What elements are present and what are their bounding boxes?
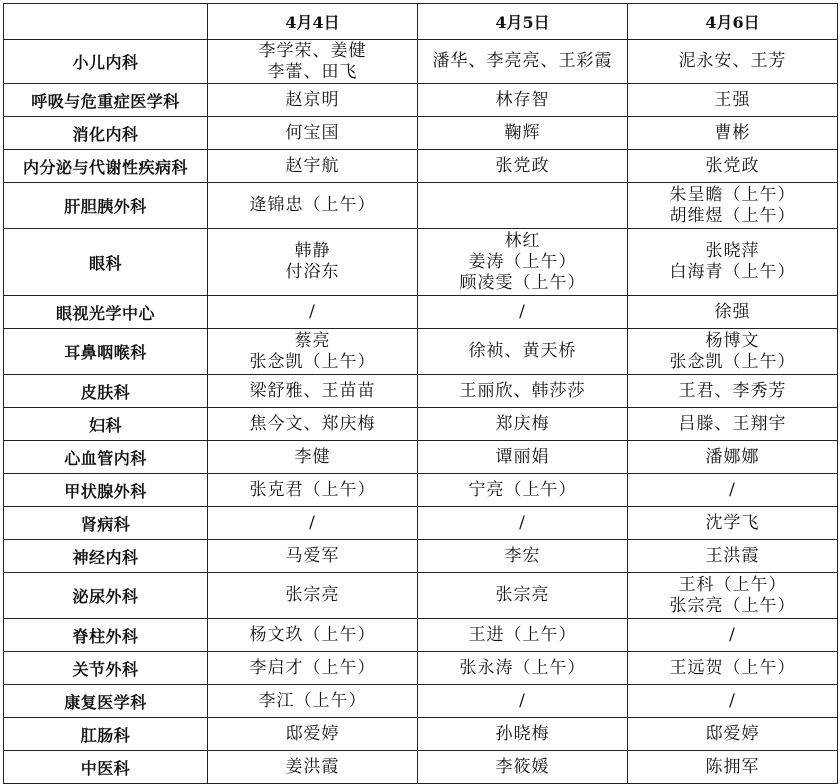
doctor-cell xyxy=(418,718,628,751)
doctor-line: 张晓萍 xyxy=(705,241,760,261)
department-name: 康复医学科 xyxy=(4,685,208,718)
doctor-cell xyxy=(208,229,418,296)
doctor-line: 李江（上午） xyxy=(258,690,367,711)
department-name: 心血管内科 xyxy=(4,441,208,474)
doctor-line: 李健 xyxy=(294,446,331,467)
doctor-line: 杨文玖（上午） xyxy=(249,624,376,645)
doctor-line: 徐祯、黄天桥 xyxy=(468,341,577,361)
doctor-cell xyxy=(628,474,838,507)
doctor-line: 李启才（上午） xyxy=(249,657,376,678)
table-row xyxy=(4,718,838,751)
department-name: 眼视光学中心 xyxy=(4,296,208,329)
department-name: 小儿内科 xyxy=(4,40,208,84)
doctor-line: 姜洪霞 xyxy=(285,756,340,777)
table-row xyxy=(4,375,838,408)
doctor-line: 梁舒雅、王苗苗 xyxy=(249,380,376,401)
doctor-line: / xyxy=(309,301,316,322)
doctor-line: 姜涛（上午） xyxy=(468,251,577,272)
doctor-cell xyxy=(628,408,838,441)
doctor-line: 白海青（上午） xyxy=(669,262,796,282)
doctor-cell xyxy=(208,507,418,540)
doctor-line: 曹彬 xyxy=(714,122,751,143)
doctor-cell xyxy=(628,540,838,573)
doctor-line: 王进（上午） xyxy=(468,624,577,645)
doctor-line: 逄锦忠（上午） xyxy=(249,195,376,215)
table-row xyxy=(4,150,838,183)
table-row xyxy=(4,329,838,375)
doctor-cell xyxy=(208,183,418,229)
doctor-line: 王君、李秀芳 xyxy=(678,380,787,401)
doctor-cell xyxy=(418,685,628,718)
doctor-line: 何宝国 xyxy=(285,122,340,143)
table-row xyxy=(4,84,838,117)
department-name: 关节外科 xyxy=(4,652,208,685)
doctor-cell xyxy=(628,718,838,751)
doctor-cell xyxy=(418,150,628,183)
doctor-cell xyxy=(418,751,628,784)
doctor-line: / xyxy=(519,512,526,533)
doctor-line: / xyxy=(519,690,526,711)
doctor-line: 杨博文 xyxy=(705,330,760,351)
table-row xyxy=(4,540,838,573)
department-name: 呼吸与危重症医学科 xyxy=(4,84,208,117)
doctor-cell xyxy=(628,329,838,375)
doctor-line: 张党政 xyxy=(705,155,760,176)
doctor-line: 陈拥军 xyxy=(705,756,760,777)
doctor-cell xyxy=(208,441,418,474)
doctor-line: 郑庆梅 xyxy=(495,413,550,434)
doctor-line: 胡维煜（上午） xyxy=(669,205,796,226)
doctor-cell xyxy=(208,84,418,117)
doctor-line: 潘娜娜 xyxy=(705,446,760,467)
department-name: 脊柱外科 xyxy=(4,619,208,652)
doctor-line: 林红 xyxy=(504,230,541,251)
department-name: 耳鼻咽喉科 xyxy=(4,329,208,375)
table-row xyxy=(4,474,838,507)
doctor-cell xyxy=(208,375,418,408)
doctor-line: 王远贺（上午） xyxy=(669,657,796,678)
doctor-line: 鞠辉 xyxy=(504,122,541,143)
table-body xyxy=(4,4,838,784)
doctor-line: 张宗亮 xyxy=(495,585,550,605)
table-row xyxy=(4,229,838,296)
doctor-cell xyxy=(628,40,838,84)
header-corner xyxy=(4,4,208,40)
doctor-line: 吕滕、王翔宇 xyxy=(678,413,787,434)
doctor-cell xyxy=(208,40,418,84)
header-row xyxy=(4,4,838,40)
department-name: 中医科 xyxy=(4,751,208,784)
header-date-1: 4月4日 xyxy=(208,4,418,40)
table-row xyxy=(4,117,838,150)
table-row xyxy=(4,296,838,329)
department-name: 神经内科 xyxy=(4,540,208,573)
table-row xyxy=(4,183,838,229)
doctor-cell xyxy=(418,40,628,84)
doctor-line: 王洪霞 xyxy=(705,545,760,566)
department-name: 眼科 xyxy=(4,229,208,296)
doctor-line: 顾凌雯（上午） xyxy=(459,272,586,293)
doctor-line: 张永涛（上午） xyxy=(459,657,586,678)
doctor-line: 李宏 xyxy=(504,545,541,566)
doctor-cell xyxy=(628,751,838,784)
doctor-cell xyxy=(418,507,628,540)
doctor-line: 李筱媛 xyxy=(495,756,550,777)
doctor-cell xyxy=(628,375,838,408)
doctor-line: 赵京明 xyxy=(285,89,340,110)
doctor-cell xyxy=(208,329,418,375)
doctor-cell xyxy=(628,685,838,718)
doctor-cell xyxy=(628,183,838,229)
doctor-cell xyxy=(628,652,838,685)
doctor-cell xyxy=(208,573,418,619)
doctor-line: 邸爱婷 xyxy=(285,723,340,744)
department-name: 皮肤科 xyxy=(4,375,208,408)
doctor-cell xyxy=(208,718,418,751)
doctor-line: / xyxy=(729,479,736,500)
table-row xyxy=(4,408,838,441)
table-row xyxy=(4,40,838,84)
doctor-cell xyxy=(628,84,838,117)
doctor-line: 韩静 xyxy=(294,241,331,261)
doctor-cell xyxy=(418,573,628,619)
doctor-line: / xyxy=(729,624,736,645)
doctor-line: 王丽欣、韩莎莎 xyxy=(459,380,586,401)
doctor-cell xyxy=(418,296,628,329)
department-name: 肝胆胰外科 xyxy=(4,183,208,229)
doctor-line: 蔡亮 xyxy=(294,330,331,351)
header-date-2: 4月5日 xyxy=(418,4,628,40)
doctor-cell xyxy=(418,619,628,652)
doctor-cell xyxy=(208,619,418,652)
doctor-line: 张党政 xyxy=(495,155,550,176)
doctor-line: 焦今文、郑庆梅 xyxy=(249,413,376,434)
doctor-cell xyxy=(418,84,628,117)
doctor-cell xyxy=(208,685,418,718)
department-name: 肛肠科 xyxy=(4,718,208,751)
doctor-line: 张宗亮 xyxy=(285,585,340,605)
doctor-line: 泥永安、王芳 xyxy=(678,51,787,71)
department-name: 妇科 xyxy=(4,408,208,441)
doctor-cell xyxy=(208,408,418,441)
doctor-line: 王科（上午） xyxy=(678,574,787,595)
doctor-cell xyxy=(418,375,628,408)
doctor-cell xyxy=(628,117,838,150)
doctor-cell xyxy=(418,652,628,685)
table-row xyxy=(4,573,838,619)
doctor-cell xyxy=(208,540,418,573)
doctor-line: 李蕾、田飞 xyxy=(267,61,358,82)
doctor-line: 赵宇航 xyxy=(285,155,340,176)
doctor-line: 王强 xyxy=(714,89,751,110)
department-name: 泌尿外科 xyxy=(4,573,208,619)
doctor-line: 孙晓梅 xyxy=(495,723,550,744)
doctor-cell xyxy=(628,441,838,474)
table-row xyxy=(4,652,838,685)
doctor-cell xyxy=(208,296,418,329)
doctor-cell xyxy=(628,507,838,540)
department-name: 内分泌与代谢性疾病科 xyxy=(4,150,208,183)
header-date-3: 4月6日 xyxy=(628,4,838,40)
doctor-line: 朱呈瞻（上午） xyxy=(669,184,796,205)
duty-schedule-table xyxy=(3,3,838,784)
table-row xyxy=(4,507,838,540)
doctor-cell xyxy=(208,751,418,784)
doctor-cell xyxy=(628,150,838,183)
doctor-cell xyxy=(418,183,628,229)
doctor-line: 徐强 xyxy=(714,301,751,322)
doctor-line: 张宗亮（上午） xyxy=(669,595,796,616)
doctor-cell xyxy=(418,540,628,573)
doctor-cell xyxy=(418,117,628,150)
doctor-line: 谭丽娟 xyxy=(495,446,550,467)
doctor-cell xyxy=(208,150,418,183)
department-name: 消化内科 xyxy=(4,117,208,150)
doctor-line: 李学荣、姜健 xyxy=(258,40,367,61)
doctor-line: 马爱军 xyxy=(285,545,340,566)
doctor-line: 沈学飞 xyxy=(705,512,760,533)
doctor-cell xyxy=(208,474,418,507)
table-row xyxy=(4,619,838,652)
doctor-cell xyxy=(418,474,628,507)
doctor-line: / xyxy=(729,690,736,711)
doctor-cell xyxy=(628,229,838,296)
doctor-cell xyxy=(208,652,418,685)
doctor-line: 林存智 xyxy=(495,89,550,110)
doctor-line: 张念凯（上午） xyxy=(249,351,376,372)
doctor-line: 张念凯（上午） xyxy=(669,351,796,372)
table-row xyxy=(4,685,838,718)
doctor-cell xyxy=(628,573,838,619)
doctor-line: 张克君（上午） xyxy=(249,479,376,500)
doctor-line: 付浴东 xyxy=(285,262,340,282)
doctor-line: 邸爱婷 xyxy=(705,723,760,744)
doctor-line: 宁亮（上午） xyxy=(468,479,577,500)
doctor-cell xyxy=(418,408,628,441)
table-row xyxy=(4,441,838,474)
doctor-cell xyxy=(418,329,628,375)
department-name: 肾病科 xyxy=(4,507,208,540)
doctor-cell xyxy=(628,296,838,329)
doctor-line: / xyxy=(309,512,316,533)
doctor-line: 潘华、李亮亮、王彩霞 xyxy=(432,51,613,71)
doctor-line: / xyxy=(519,301,526,322)
doctor-cell xyxy=(418,229,628,296)
department-name: 甲状腺外科 xyxy=(4,474,208,507)
doctor-cell xyxy=(628,619,838,652)
doctor-cell xyxy=(208,117,418,150)
doctor-cell xyxy=(418,441,628,474)
table-row xyxy=(4,751,838,784)
